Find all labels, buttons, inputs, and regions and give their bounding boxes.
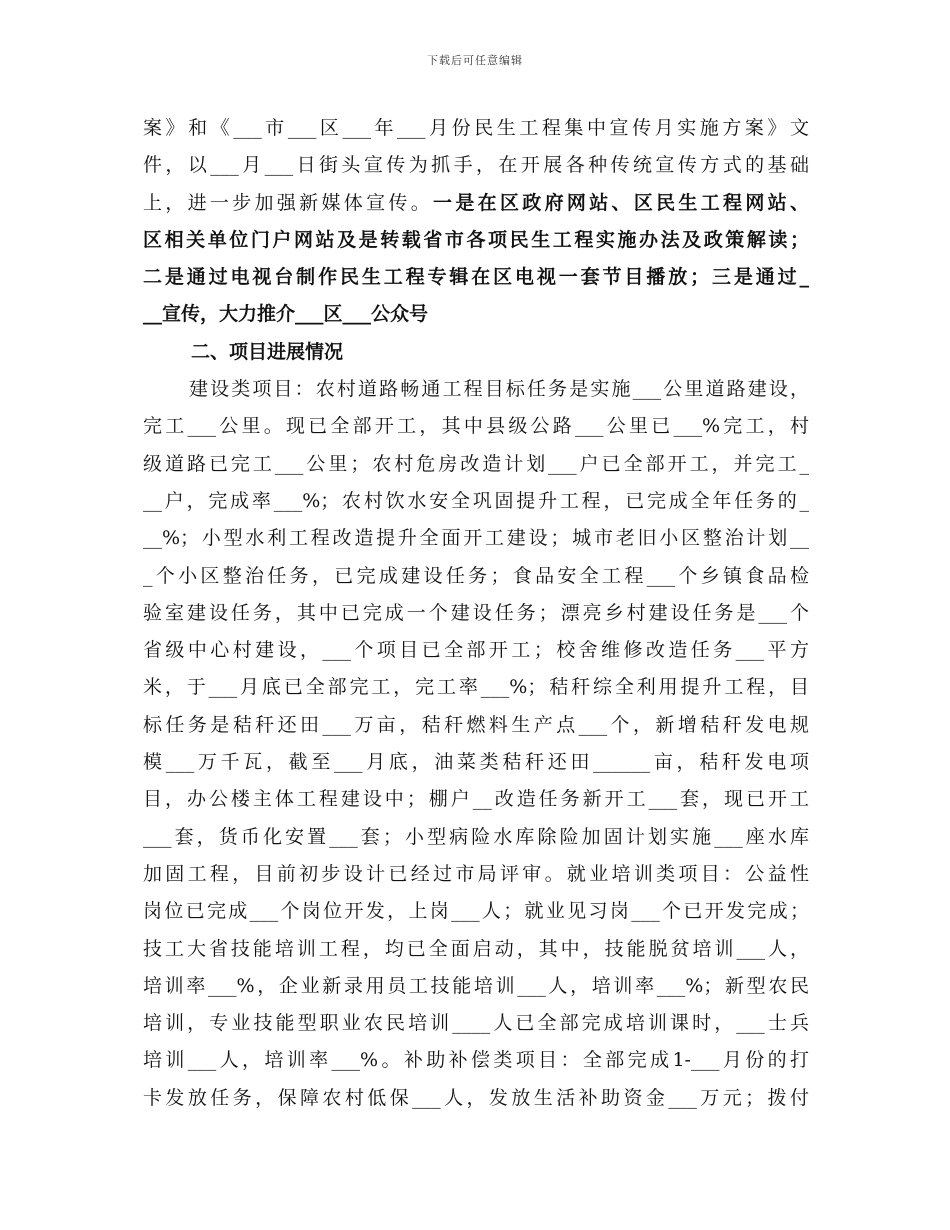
text-line: 岗位已完成___个岗位开发，上岗___人；就业见习岗___个已开发完成； bbox=[143, 900, 809, 923]
text-normal: 上，进一步加强新媒体宣传。 bbox=[143, 191, 434, 214]
section-heading: 二、项目进展情况 bbox=[191, 340, 344, 363]
text-line: 模___万千瓦，截至___月底，油菜类秸秆还田______亩，秸秆发电项 bbox=[143, 751, 809, 774]
text-line: 米，于___月底已全部完工，完工率___%；秸秆综全利用提升工程，目 bbox=[143, 676, 809, 699]
text-line-bold: 二是通过电视台制作民生工程专辑在区电视一套节目播放；三是通过_ bbox=[143, 266, 809, 289]
text-line: 件，以___月___日街头宣传为抓手，在开展各种传统宣传方式的基础 bbox=[143, 154, 809, 177]
document-body bbox=[143, 110, 809, 1117]
text-line: 培训，专业技能型职业农民培训____人已全部完成培训课时，___士兵 bbox=[143, 1012, 809, 1035]
text-bold: 一是在区政府网站、区民生工程网站、 bbox=[433, 191, 809, 214]
text-line: 技工大省技能培训工程，均已全面启动，其中，技能脱贫培训___人， bbox=[143, 937, 809, 960]
text-line: 培训率___%，企业新录用员工技能培训___人，培训率___%；新型农民 bbox=[143, 974, 809, 997]
text-line: 卡发放任务，保障农村低保___人，发放生活补助资金___万元；拨付 bbox=[143, 1086, 809, 1109]
text-line-bold: __宣传，大力推介___区___公众号 bbox=[143, 303, 429, 326]
text-line: 标任务是秸秆还田___万亩，秸秆燃料生产点___个，新增秸秆发电规 bbox=[143, 713, 809, 736]
text-line: __户，完成率___%；农村饮水安全巩固提升工程，已完成全年任务的_ bbox=[143, 489, 809, 512]
text-line: 省级中心村建设，___个项目已全部开工；校舍维修改造任务___平方 bbox=[143, 639, 809, 662]
page-header: 下载后可任意编辑 bbox=[427, 54, 523, 67]
text-line: __%；小型水利工程改造提升全面开工建设；城市老旧小区整治计划__ bbox=[143, 527, 809, 550]
text-line: 完工___公里。现已全部开工，其中县级公路___公里已___%完工，村 bbox=[143, 415, 809, 438]
text-line: 目，办公楼主体工程建设中；棚户__改造任务新开工___套，现已开工 bbox=[143, 788, 809, 811]
text-line: 培训___人，培训率___%。补助补偿类项目：全部完成1-___月份的打 bbox=[143, 1049, 809, 1072]
text-line: 级道路已完工___公里；农村危房改造计划___户已全部开工，并完工_ bbox=[143, 452, 809, 475]
text-line: _个小区整治任务，已完成建设任务；食品安全工程___个乡镇食品检 bbox=[143, 564, 809, 587]
text-line bbox=[143, 185, 809, 222]
text-line: 建设类项目：农村道路畅通工程目标任务是实施___公里道路建设， bbox=[189, 378, 809, 401]
text-line-bold: 区相关单位门户网站及是转载省市各项民生工程实施办法及政策解读； bbox=[143, 228, 809, 251]
text-line: 验室建设任务，其中已完成一个建设任务；漂亮乡村建设任务是___个 bbox=[143, 601, 809, 624]
text-line: 案》和《___市___区___年___月份民生工程集中宣传月实施方案》文 bbox=[143, 117, 809, 139]
text-line: ___套，货币化安置___套；小型病险水库除险加固计划实施___座水库 bbox=[143, 825, 809, 848]
text-line: 加固工程，目前初步设计已经过市局评审。就业培训类项目：公益性 bbox=[143, 862, 809, 885]
